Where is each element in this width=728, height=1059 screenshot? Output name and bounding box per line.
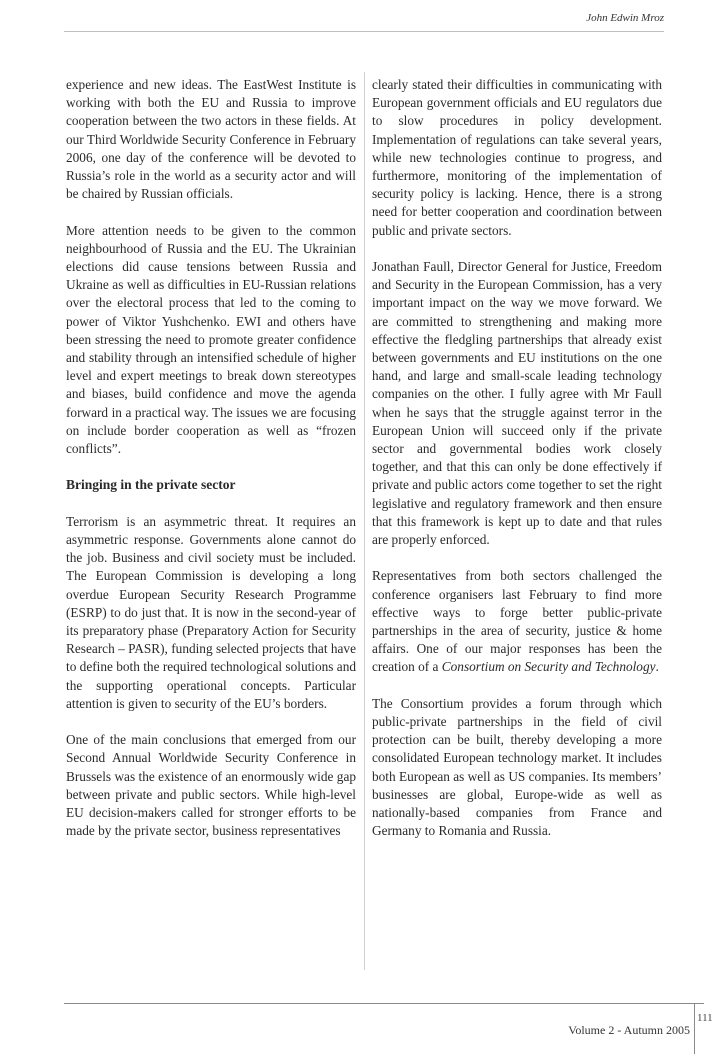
issue-label: Volume 2 - Autumn 2005	[568, 1023, 690, 1037]
column-divider	[364, 72, 365, 970]
right-paragraph-4: The Consortium provides a forum through which public-private partnerships in the field of civil protection can be built, thereby developing a more consolidated European technology market. It includes both European as well as US companies. Its members’ businesses are global, Europe-wide as well as nationally-based companies from France and Germany to Romania and Russia.	[372, 695, 662, 839]
left-paragraph-2: More attention needs to be given to the common neighbourhood of Russia and the EU. The Ukrainian elections did cause tensions between Russia and Ukraine as well as difficulties in EU-Russian relations over the electoral process that led to the coming to power of Viktor Yushchenko. EWI and others have been stressing the need to promote greater confidence and stability through an intensified schedule of higher level and expert meetings to break down stereotypes and biases, build confidence and move the agenda forward in a practical way. The issues we are focusing on include border cooperation as well as “frozen conflicts”.	[66, 222, 356, 457]
right-paragraph-2: Jonathan Faull, Director General for Justice, Freedom and Security in the European Commission, has a very important impact on the way we move forward. We are committed to strengthening and making more effective the fledgling partnerships that already exist between governments and EU institutions on the one hand, and large and small-scale leading technology companies on the other. I fully agree with Mr Faull when he says that the struggle against terror in the European Union will succeed only if the private sector and governmental bodies work closely together, and that this can only be done effectively if private and public actors come together to set the right legislative and regulatory framework and then ensure that this framework is kept up to date and that rules are properly enforced.	[372, 259, 662, 548]
left-paragraph-3: Terrorism is an asymmetric threat. It requires an asymmetric response. Governments alone cannot do the job. Business and civil society must be included. The European Commission is developing a long overdue European Security Research Programme (ESRP) to do just that. It is now in the second-year of its preparatory phase (Preparatory Action for Security Research – PASR), funding selected projects that have to define both the required technological solutions and the supporting operational concepts. Particular attention is given to security of the EU’s borders.	[66, 513, 356, 711]
footer-rule	[64, 1003, 704, 1004]
left-paragraph-4: One of the main conclusions that emerged from our Second Annual Worldwide Security Conference in Brussels was the existence of an enormously wide gap between private and public sectors. While high-level EU decision-makers called for stronger efforts to be made by the private sector, business representatives	[66, 732, 356, 839]
left-column	[66, 76, 356, 859]
right-paragraph-3-end: .	[655, 659, 659, 675]
right-paragraph-3	[372, 567, 662, 676]
consortium-name: Consortium on Security and Technology	[441, 659, 656, 675]
page-number: 111	[697, 1012, 713, 1024]
left-paragraph-1: experience and new ideas. The EastWest Institute is working with both the EU and Russia to improve cooperation between the two actors in these fields. At our Third Worldwide Security Conference in February 2006, one day of the conference will be devoted to Russia’s role in the world as a security actor and will be chaired by Russian officials.	[66, 77, 356, 202]
right-paragraph-3-text: Representatives from both sectors challenged the conference organisers last February to find more effective ways to forge better public-private partnerships in the area of security, justice & home affairs. One of our major responses has been the creation of a	[372, 568, 662, 675]
section-heading: Bringing in the private sector	[66, 477, 236, 493]
running-head-author: John Edwin Mroz	[586, 12, 664, 24]
right-column	[372, 76, 662, 859]
header-rule	[64, 31, 664, 32]
right-paragraph-1: clearly stated their difficulties in communicating with European government officials and EU regulators due to slow procedures in policy development. Implementation of regulations can take several years, while new technologies continue to progress, and furthermore, monitoring of the implementation of security policy is lacking. Hence, there is a strong need for better cooperation and coordination between public and private sectors.	[372, 77, 662, 238]
